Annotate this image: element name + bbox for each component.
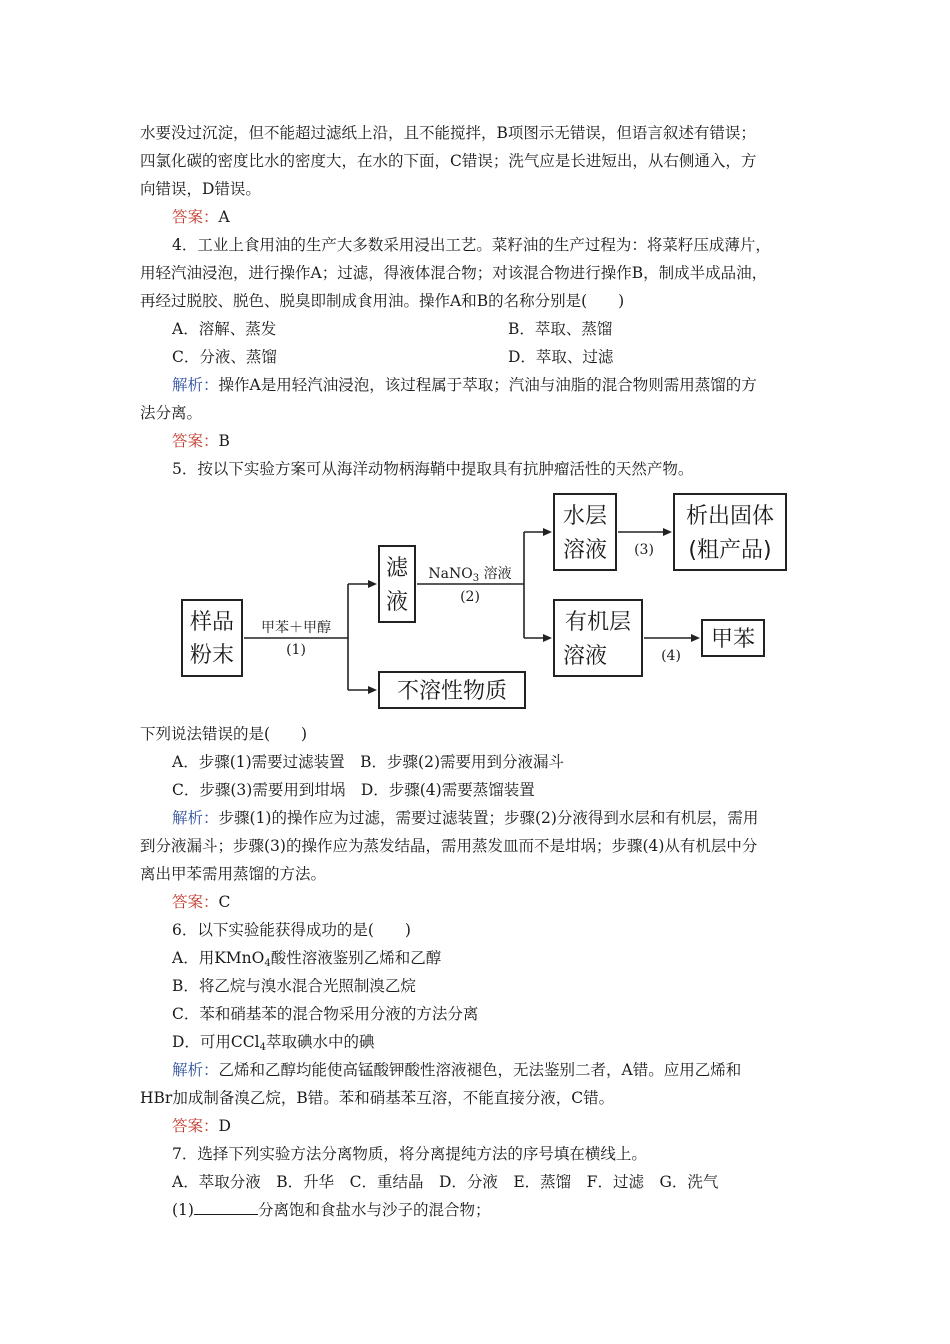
answer-value: A [218,208,230,226]
extraction-flowchart [172,482,792,710]
organic-label: 溶液 [562,644,608,669]
option-d: D．可用CCl$_4$萃取碘水中的碘 [172,1033,375,1053]
analysis-text: 乙烯和乙醇均能使高锰酸钾酸性溶液褪色，无法鉴别二者，A错。应用乙烯和 [218,1061,742,1079]
question-4-text: 用轻汽油浸泡，进行操作A；过滤，得液体混合物；对该混合物进行操作B，制成半成品油， [140,264,768,282]
answer-line [172,207,230,227]
question-7-options: A．萃取分液 B．升华 C．重结晶 D．分液 E．蒸馏 F．过滤 G．洗气 [172,1173,719,1191]
option-a: A．用KMnO$_4$酸性溶液鉴别乙烯和乙醇 [172,949,442,969]
arrowhead [543,528,552,536]
arrowhead [368,686,377,694]
analysis-label: 解析： [172,809,219,827]
option-d: D．萃取、过滤 [508,348,614,366]
answer-label: 答案： [172,1117,219,1135]
option-b: B．将乙烷与溴水混合光照制溴乙烷 [172,977,416,995]
question-4-text: 4．工业上食用油的生产大多数采用浸出工艺。菜籽油的生产过程为：将菜籽压成薄片， [172,236,771,254]
analysis-line [172,808,758,828]
question-7-text: 7．选择下列实验方法分离物质，将分离提纯方法的序号填在横线上。 [172,1145,647,1163]
question-6-text: 6．以下实验能获得成功的是( ) [172,921,411,939]
option-b: B．萃取、蒸馏 [508,320,613,338]
step-2-label: (2) [460,589,480,605]
answer-line [172,1116,231,1136]
analysis-text: 法分离。 [140,404,203,422]
arrowhead [663,528,672,536]
options-cd: C．步骤(3)需要用到坩埚 D．步骤(4)需要蒸馏装置 [172,781,535,799]
powder-label: 粉末 [189,643,235,668]
arrowhead [368,580,377,588]
analysis-text: 步骤(1)的操作应为过滤，需要过滤装置；步骤(2)分液得到水层和有机层，需用 [218,809,759,827]
analysis-text: 操作A是用轻汽油浸泡，该过程属于萃取；汽油与油脂的混合物则需用蒸馏的方 [218,376,757,394]
toluene-label: 甲苯 [710,627,756,652]
insoluble-label: 不溶性物质 [396,679,508,704]
analysis-text: 四氯化碳的密度比水的密度大，在水的下面，C错误；洗气应是长进短出，从右侧通入，方 [140,152,757,170]
option-a: A．溶解、蒸发 [172,320,277,338]
answer-label: 答案： [172,432,219,450]
answer-label: 答案： [172,893,219,911]
step-1-label: (1) [286,642,306,658]
step-4-label: (4) [661,648,681,664]
question-5-prompt: 下列说法错误的是( ) [140,725,308,743]
answer-label: 答案： [172,208,219,226]
options-ab: A．步骤(1)需要过滤装置 B．步骤(2)需要用到分液漏斗 [172,753,564,771]
question-7-item-1: (1) 分离饱和食盐水与沙子的混合物； [172,1201,491,1219]
step-3-label: (3) [634,542,654,558]
filtrate-label: 液 [385,590,409,615]
option-c: C．苯和硝基苯的混合物采用分液的方法分离 [172,1005,479,1023]
filtrate-label: 滤 [385,556,409,581]
analysis-text: HBr加成制备溴乙烷，B错。苯和硝基苯互溶，不能直接分液，C错。 [140,1089,615,1107]
step-2-reagent: NaNO$_3$ 溶液 [428,566,512,584]
analysis-label: 解析： [172,376,219,394]
analysis-label: 解析： [172,1061,219,1079]
question-4-text: 再经过脱胶、脱色、脱臭即制成食用油。操作A和B的名称分别是( ) [140,292,625,310]
analysis-text: 到分液漏斗；步骤(3)的操作应为蒸发结晶，需用蒸发皿而不是坩埚；步骤(4)从有机层中分 [140,837,758,855]
solid-label: 析出固体 [685,504,775,529]
question-5-text: 5．按以下实验方案可从海洋动物柄海鞘中提取具有抗肿瘤活性的天然产物。 [172,460,694,478]
answer-value: D [218,1117,231,1135]
analysis-text: 向错误，D错误。 [140,180,261,198]
analysis-text: 水要没过沉淀，但不能超过滤纸上沿，且不能搅拌，B项图示无错误，但语言叙述有错误； [140,124,756,142]
analysis-text: 离出甲苯需用蒸馏的方法。 [140,865,327,883]
aqueous-label: 溶液 [562,538,608,563]
answer-line [172,892,230,912]
analysis-line [172,375,757,395]
aqueous-label: 水层 [562,504,608,529]
sample-label: 样品 [189,610,235,635]
analysis-line [172,1060,741,1080]
arrowhead [543,634,552,642]
step-1-reagent: 甲苯＋甲醇 [261,620,331,636]
arrowhead [691,634,700,642]
answer-value: B [218,432,230,450]
organic-label: 有机层 [564,610,632,635]
option-c: C．分液、蒸馏 [172,348,277,366]
answer-blank[interactable] [194,1200,258,1215]
answer-line [172,431,230,451]
answer-value: C [218,893,231,911]
crude-product-label: (粗产品) [688,538,772,563]
